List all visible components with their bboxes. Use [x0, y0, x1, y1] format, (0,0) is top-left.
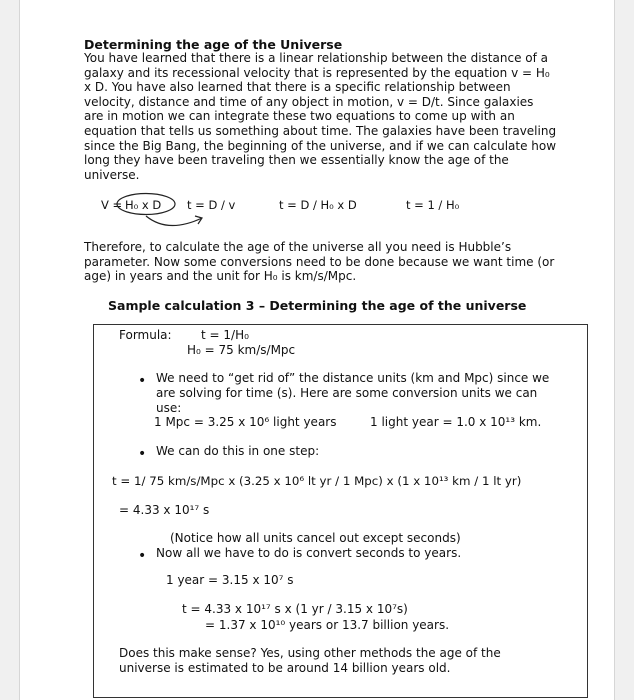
final-result: = 1.37 x 10¹⁰ years or 13.7 billion years. [205, 618, 450, 632]
conversion-light-year: 1 light year = 1.0 x 10¹³ km. [370, 415, 542, 429]
circle-annotation [117, 194, 175, 215]
therefore-line: parameter. Now some conversions need to be done because we want time (or [84, 254, 555, 269]
therefore-paragraph [84, 240, 554, 284]
formula-h: H₀ = 75 km/s/Mpc [187, 343, 296, 357]
bullet1-line: use: [156, 401, 182, 415]
curved-arrow [146, 216, 202, 226]
intro-line: are in motion we can integrate these two equations to come up with an [84, 109, 515, 124]
sample-heading: Sample calculation 3 – Determining the age of the universe [108, 298, 527, 313]
document-page [20, 0, 614, 700]
intro-paragraph [84, 51, 556, 182]
equation-t-dhd: t = D / H₀ x D [279, 198, 357, 212]
bullet-icon: • [138, 373, 147, 389]
step-equation: t = 1/ 75 km/s/Mpc x (3.25 x 10⁶ lt yr / 1 Mpc) x (1 x 10¹³ km / 1 lt yr) [112, 474, 522, 488]
therefore-line: Therefore, to calculate the age of the universe all you need is Hubble’s [84, 240, 512, 254]
equation-t-1h: t = 1 / H₀ [406, 198, 460, 212]
formula-label: Formula: [119, 328, 172, 342]
notice-text: (Notice how all units cancel out except seconds) [170, 531, 461, 545]
step-result: = 4.33 x 10¹⁷ s [119, 503, 210, 517]
conclusion-line: universe is estimated to be around 14 billion years old. [119, 661, 451, 675]
section-heading: Determining the age of the Universe [84, 37, 343, 52]
intro-line: long they have been traveling then we essentially know the age of the [84, 153, 509, 168]
bullet1-line: We need to “get rid of” the distance units (km and Mpc) since we [156, 371, 550, 385]
bullet-icon: • [138, 446, 147, 462]
equation-v-label: V = [101, 198, 123, 212]
bullet2-text: We can do this in one step: [156, 444, 320, 458]
conclusion-line: Does this make sense? Yes, using other methods the age of the [119, 646, 501, 660]
bullet-icon: • [138, 548, 147, 564]
equation-t-dv: t = D / v [187, 198, 236, 212]
bullet1-text [156, 371, 549, 416]
intro-line: velocity, distance and time of any object in motion, v = D/t. Since galaxies [84, 94, 534, 109]
intro-line: galaxy and its recessional velocity that is represented by the equation v = H₀ [84, 65, 550, 80]
conclusion-text [119, 646, 501, 676]
intro-line: equation that tells us something about time. The galaxies have been traveling [84, 123, 557, 138]
intro-line: universe. [84, 167, 140, 182]
conversion-mpc: 1 Mpc = 3.25 x 10⁶ light years [154, 415, 337, 429]
bullet3-text: Now all we have to do is convert seconds to years. [156, 546, 462, 560]
final-equation: t = 4.33 x 10¹⁷ s x (1 yr / 3.15 x 10⁷s) [182, 602, 408, 616]
bullet1-line: are solving for time (s). Here are some conversion units we can [156, 386, 538, 400]
formula-t: t = 1/H₀ [201, 328, 249, 342]
equation-hubble-law: H₀ x D [125, 198, 162, 212]
intro-line: x D. You have also learned that there is a specific relationship between [84, 80, 511, 95]
therefore-line: age) in years and the unit for H₀ is km/s/Mpc. [84, 269, 357, 284]
year-conversion: 1 year = 3.15 x 10⁷ s [166, 573, 294, 587]
intro-line: since the Big Bang, the beginning of the universe, and if we can calculate how [84, 138, 557, 153]
intro-line: You have learned that there is a linear relationship between the distance of a [84, 51, 548, 65]
